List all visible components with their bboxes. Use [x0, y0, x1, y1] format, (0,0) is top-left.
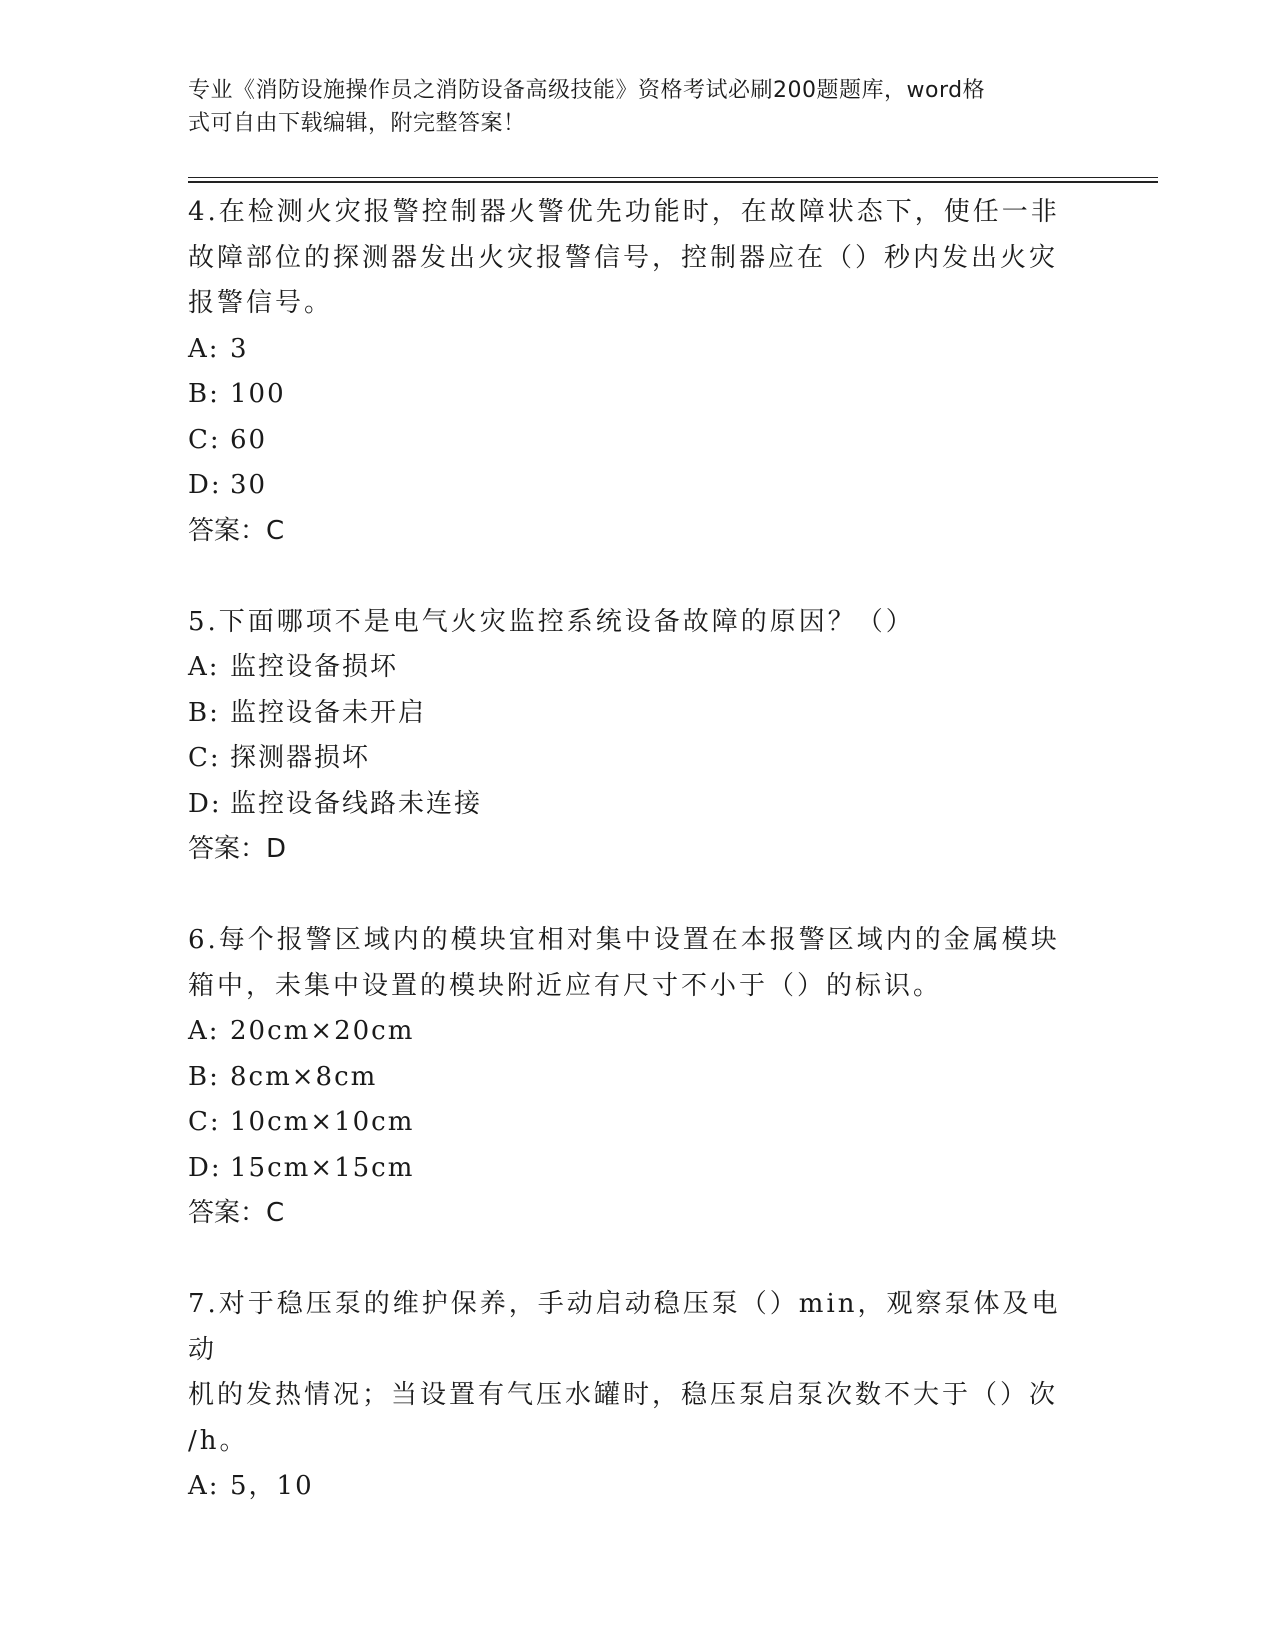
option-value: 3: [230, 333, 249, 364]
option-value: 监控设备未开启: [230, 697, 427, 728]
question-text: 故障部位的探测器发出火灾报警信号，控制器应在（）秒内发出火灾: [188, 242, 1059, 273]
option-letter: B:: [188, 379, 220, 409]
option-letter: D:: [188, 1152, 222, 1183]
question-item: [188, 600, 1068, 873]
option-a: [188, 327, 1068, 373]
option-a: [188, 1009, 1068, 1055]
question-item: [188, 1282, 1068, 1510]
option-value: 监控设备损坏: [230, 652, 399, 682]
option-letter: C:: [188, 1107, 221, 1137]
option-c: [188, 1100, 1068, 1146]
option-value: 60: [230, 424, 268, 455]
option-letter: A:: [188, 1471, 220, 1501]
question-text: 机的发热情况；当设置有气压水罐时，稳压泵启泵次数不大于（）次: [188, 1380, 1059, 1410]
option-b: [188, 372, 1068, 418]
option-letter: A:: [188, 652, 220, 682]
option-b: [188, 1055, 1068, 1101]
option-value: 100: [230, 379, 286, 409]
option-d: [188, 463, 1068, 509]
option-letter: B:: [188, 1061, 220, 1092]
document-header: [188, 74, 1068, 140]
option-a: [188, 645, 1068, 691]
option-d: [188, 782, 1068, 828]
option-letter: A:: [188, 1016, 220, 1046]
option-d: [188, 1146, 1068, 1192]
question-text: 5.下面哪项不是电气火灾监控系统设备故障的原因？（）: [188, 606, 915, 637]
header-line-1: 专业《消防设施操作员之消防设备高级技能》资格考试必刷200题题库，word格: [188, 78, 986, 103]
option-value: 20cm×20cm: [230, 1016, 415, 1046]
question-text: 箱中，未集中设置的模块附近应有尺寸不小于（）的标识。: [188, 970, 943, 1001]
question-list: [188, 190, 1068, 1510]
option-letter: D:: [188, 470, 222, 500]
option-b: [188, 691, 1068, 737]
header-divider-thin: [188, 177, 1158, 178]
option-c: [188, 736, 1068, 782]
option-letter: D:: [188, 788, 222, 819]
question-spacer: [188, 1237, 1068, 1283]
option-letter: B:: [188, 697, 220, 728]
question-spacer: [188, 554, 1068, 600]
option-letter: A:: [188, 333, 220, 364]
question-text: 7.对于稳压泵的维护保养，手动启动稳压泵（）min，观察泵体及电动: [188, 1289, 1061, 1365]
question-spacer: [188, 873, 1068, 919]
option-value: 探测器损坏: [230, 743, 371, 773]
option-value: 10cm×10cm: [230, 1107, 415, 1137]
option-letter: C:: [188, 424, 221, 455]
question-text: 6.每个报警区域内的模块宜相对集中设置在本报警区域内的金属模块: [188, 925, 1060, 955]
option-value: 30: [230, 470, 268, 500]
option-value: 监控设备线路未连接: [230, 788, 483, 819]
option-value: 15cm×15cm: [230, 1152, 415, 1183]
option-value: 5，10: [230, 1471, 314, 1501]
header-line-2: 式可自由下载编辑，附完整答案！: [188, 111, 526, 136]
question-item: [188, 190, 1068, 554]
answer-line: 答案：C: [188, 1198, 285, 1228]
option-a: [188, 1464, 1068, 1510]
answer-line: 答案：D: [188, 834, 287, 864]
question-text: /h。: [188, 1425, 249, 1456]
header-divider-thick: [188, 181, 1158, 183]
option-letter: C:: [188, 743, 221, 773]
option-c: [188, 418, 1068, 464]
question-text: 报警信号。: [188, 288, 334, 318]
question-item: [188, 918, 1068, 1237]
question-text: 4.在检测火灾报警控制器火警优先功能时，在故障状态下，使任一非: [188, 197, 1060, 227]
answer-line: 答案：C: [188, 515, 285, 546]
option-value: 8cm×8cm: [230, 1061, 378, 1092]
